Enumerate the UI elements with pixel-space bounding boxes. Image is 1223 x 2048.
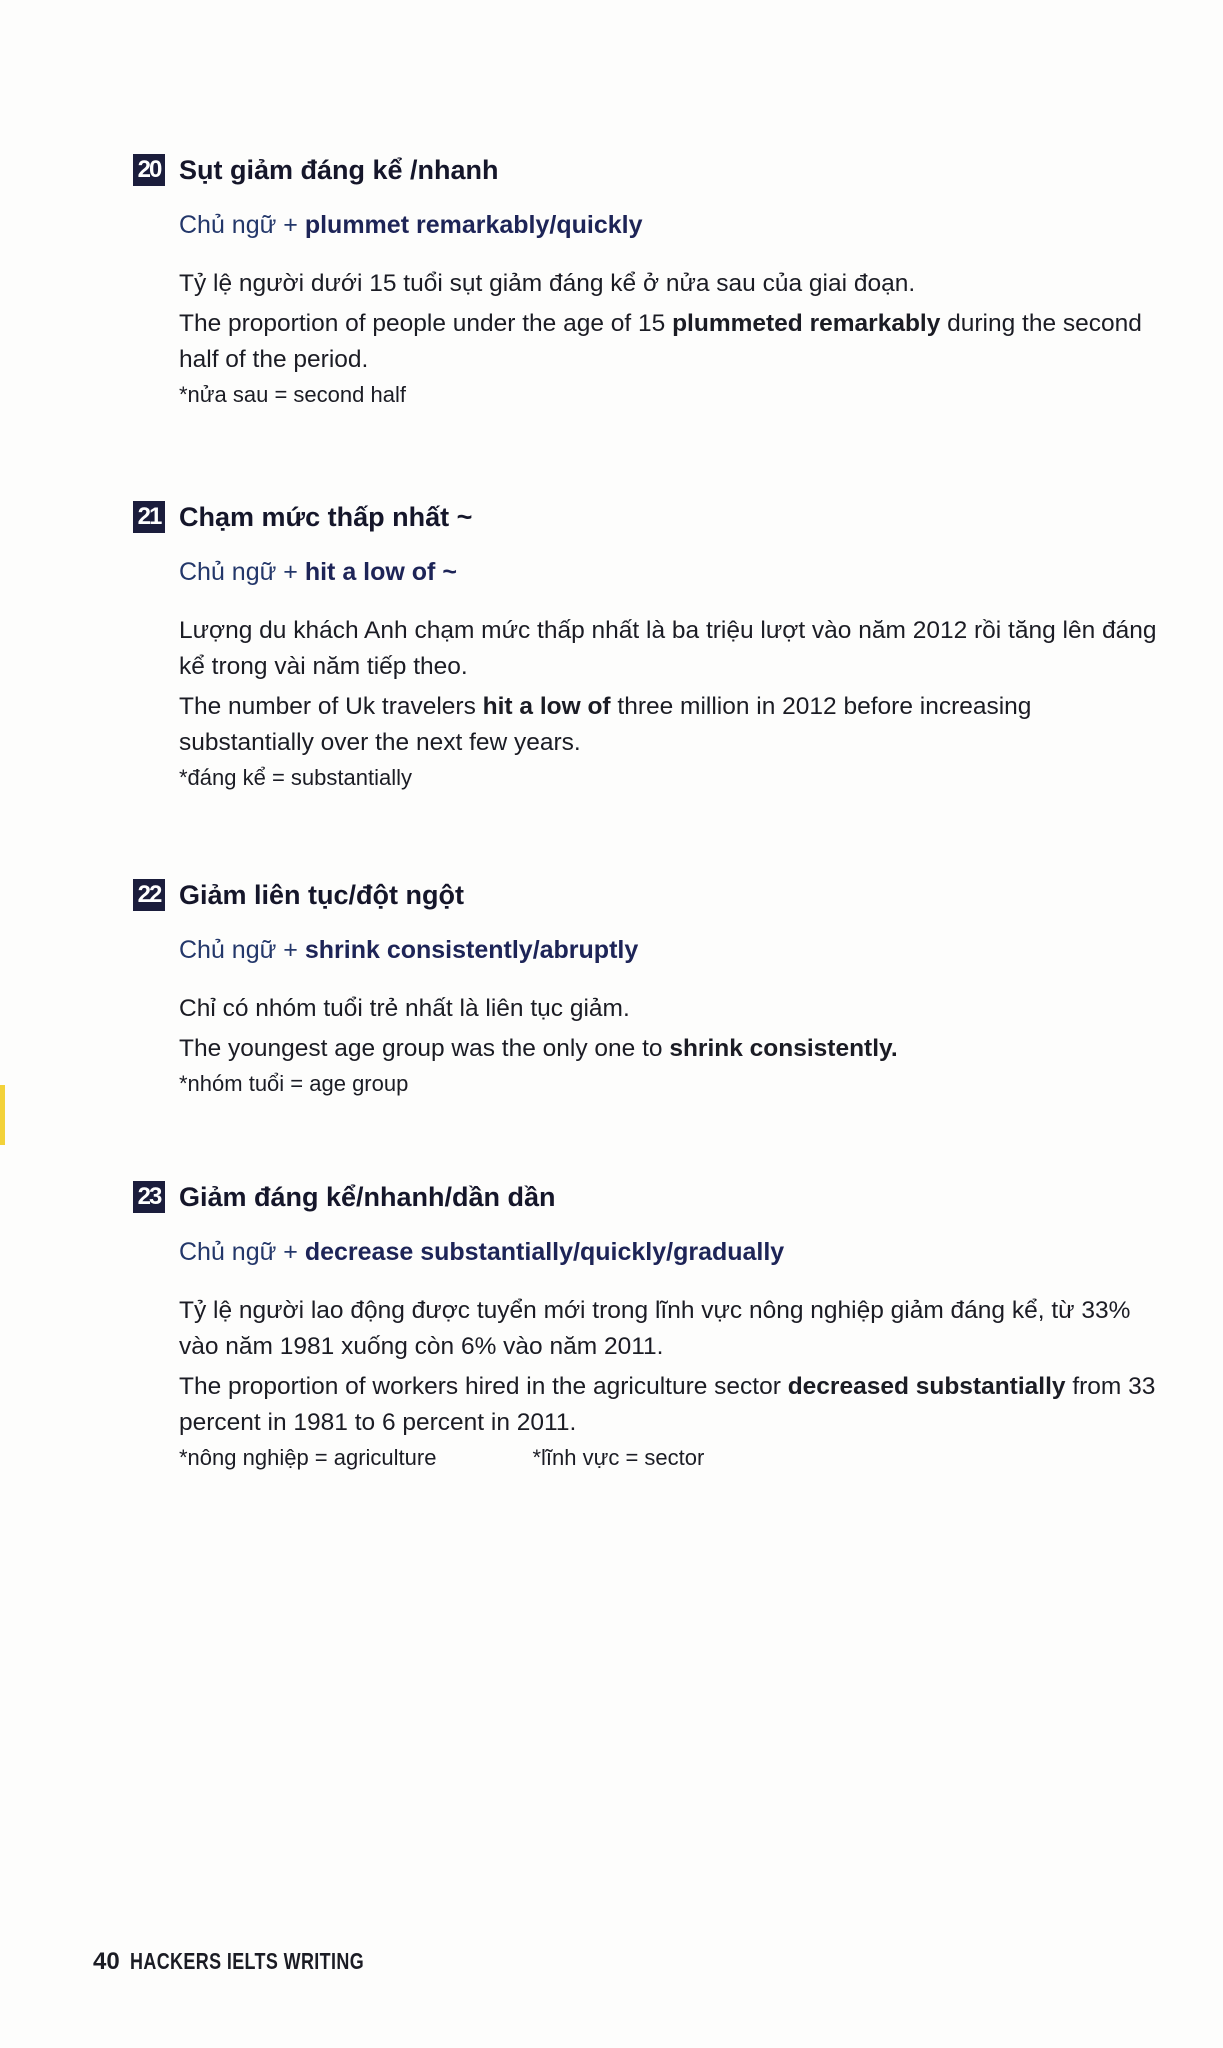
entry-body (179, 266, 1173, 378)
english-sentence (179, 689, 1173, 761)
entry-number-badge: 20 (133, 154, 165, 186)
vietnamese-sentence: Lượng du khách Anh chạm mức thấp nhất là ba triệu lượt vào năm 2012 rồi tăng lên đáng kể trong vài năm tiếp theo. (179, 617, 1157, 680)
entry-pattern (179, 936, 1173, 965)
entry-header (133, 876, 1173, 914)
entry-pattern (179, 1238, 1173, 1267)
english-sentence (179, 306, 1173, 378)
page-footer (93, 1948, 430, 1976)
english-sentence (179, 1031, 1173, 1067)
entry-header (133, 498, 1173, 536)
english-text: during the second half of the period. (179, 310, 1142, 373)
english-sentence (179, 1369, 1173, 1441)
entry-title: Giảm liên tục/đột ngột (179, 879, 464, 910)
entry-body (179, 613, 1173, 761)
english-text: The youngest age group was the only one to (179, 1035, 670, 1062)
entry-body (179, 991, 1173, 1067)
pattern-keyword: shrink consistently/abruptly (304, 936, 639, 964)
english-keyword: shrink consistently. (669, 1035, 898, 1062)
entry-number-badge: 21 (133, 501, 165, 533)
vocab-notes (179, 382, 1173, 408)
entry-title: Sụt giảm đáng kể /nhanh (179, 154, 499, 185)
entry-pattern (179, 211, 1173, 240)
english-keyword: decreased substantially (787, 1373, 1066, 1400)
pattern-prefix: Chủ ngữ + (179, 211, 305, 239)
vocab-notes (179, 765, 1173, 791)
vietnamese-sentence: Chỉ có nhóm tuổi trẻ nhất là liên tục giảm. (179, 995, 630, 1022)
entry-22 (133, 876, 1173, 1097)
vocab-note: *nửa sau = second half (179, 382, 406, 407)
vocab-notes (179, 1445, 1173, 1471)
english-keyword: plummeted remarkably (672, 310, 941, 337)
vietnamese-sentence: Tỷ lệ người dưới 15 tuổi sụt giảm đáng kể ở nửa sau của giai đoạn. (179, 270, 916, 297)
entry-23 (133, 1178, 1173, 1471)
english-text: The number of Uk travelers (179, 693, 483, 720)
entry-title: Chạm mức thấp nhất ~ (179, 501, 473, 532)
vocab-note: *nông nghiệp = agriculture (179, 1445, 437, 1470)
pattern-keyword: decrease substantially/quickly/gradually (304, 1238, 785, 1266)
entry-title: Giảm đáng kể/nhanh/dần dần (179, 1181, 556, 1212)
entry-20 (133, 151, 1173, 408)
vocab-notes (179, 1071, 1173, 1097)
entry-pattern (179, 558, 1173, 587)
pattern-keyword: hit a low of ~ (304, 558, 457, 586)
entry-number-badge: 23 (133, 1181, 165, 1213)
pattern-prefix: Chủ ngữ + (179, 558, 305, 586)
book-title: HACKERS IELTS WRITING (129, 1948, 364, 1974)
english-text: from 33 percent in 1981 to 6 percent in 2011. (179, 1373, 1156, 1436)
pattern-prefix: Chủ ngữ + (179, 1238, 305, 1266)
vocab-note: *đáng kể = substantially (179, 765, 412, 790)
english-text: three million in 2012 before increasing substantially over the next few years. (179, 693, 1032, 756)
page-number: 40 (93, 1948, 120, 1975)
page-edge-tab (0, 1085, 5, 1145)
english-text: The proportion of workers hired in the agriculture sector (179, 1373, 788, 1400)
vietnamese-sentence: Tỷ lệ người lao động được tuyển mới trong lĩnh vực nông nghiệp giảm đáng kể, từ 33% vào năm 1981 xuống còn 6% vào năm 2011. (179, 1297, 1131, 1360)
vocab-note: *lĩnh vực = sector (532, 1445, 705, 1470)
english-keyword: hit a low of (482, 693, 611, 720)
vocab-note: *nhóm tuổi = age group (179, 1071, 409, 1096)
pattern-keyword: plummet remarkably/quickly (304, 211, 643, 239)
entry-header (133, 151, 1173, 189)
entry-number-badge: 22 (133, 879, 165, 911)
entry-body (179, 1293, 1173, 1441)
entry-21 (133, 498, 1173, 791)
note-spacer (436, 1445, 532, 1471)
english-text: The proportion of people under the age of 15 (179, 310, 673, 337)
pattern-prefix: Chủ ngữ + (179, 936, 305, 964)
entry-header (133, 1178, 1173, 1216)
